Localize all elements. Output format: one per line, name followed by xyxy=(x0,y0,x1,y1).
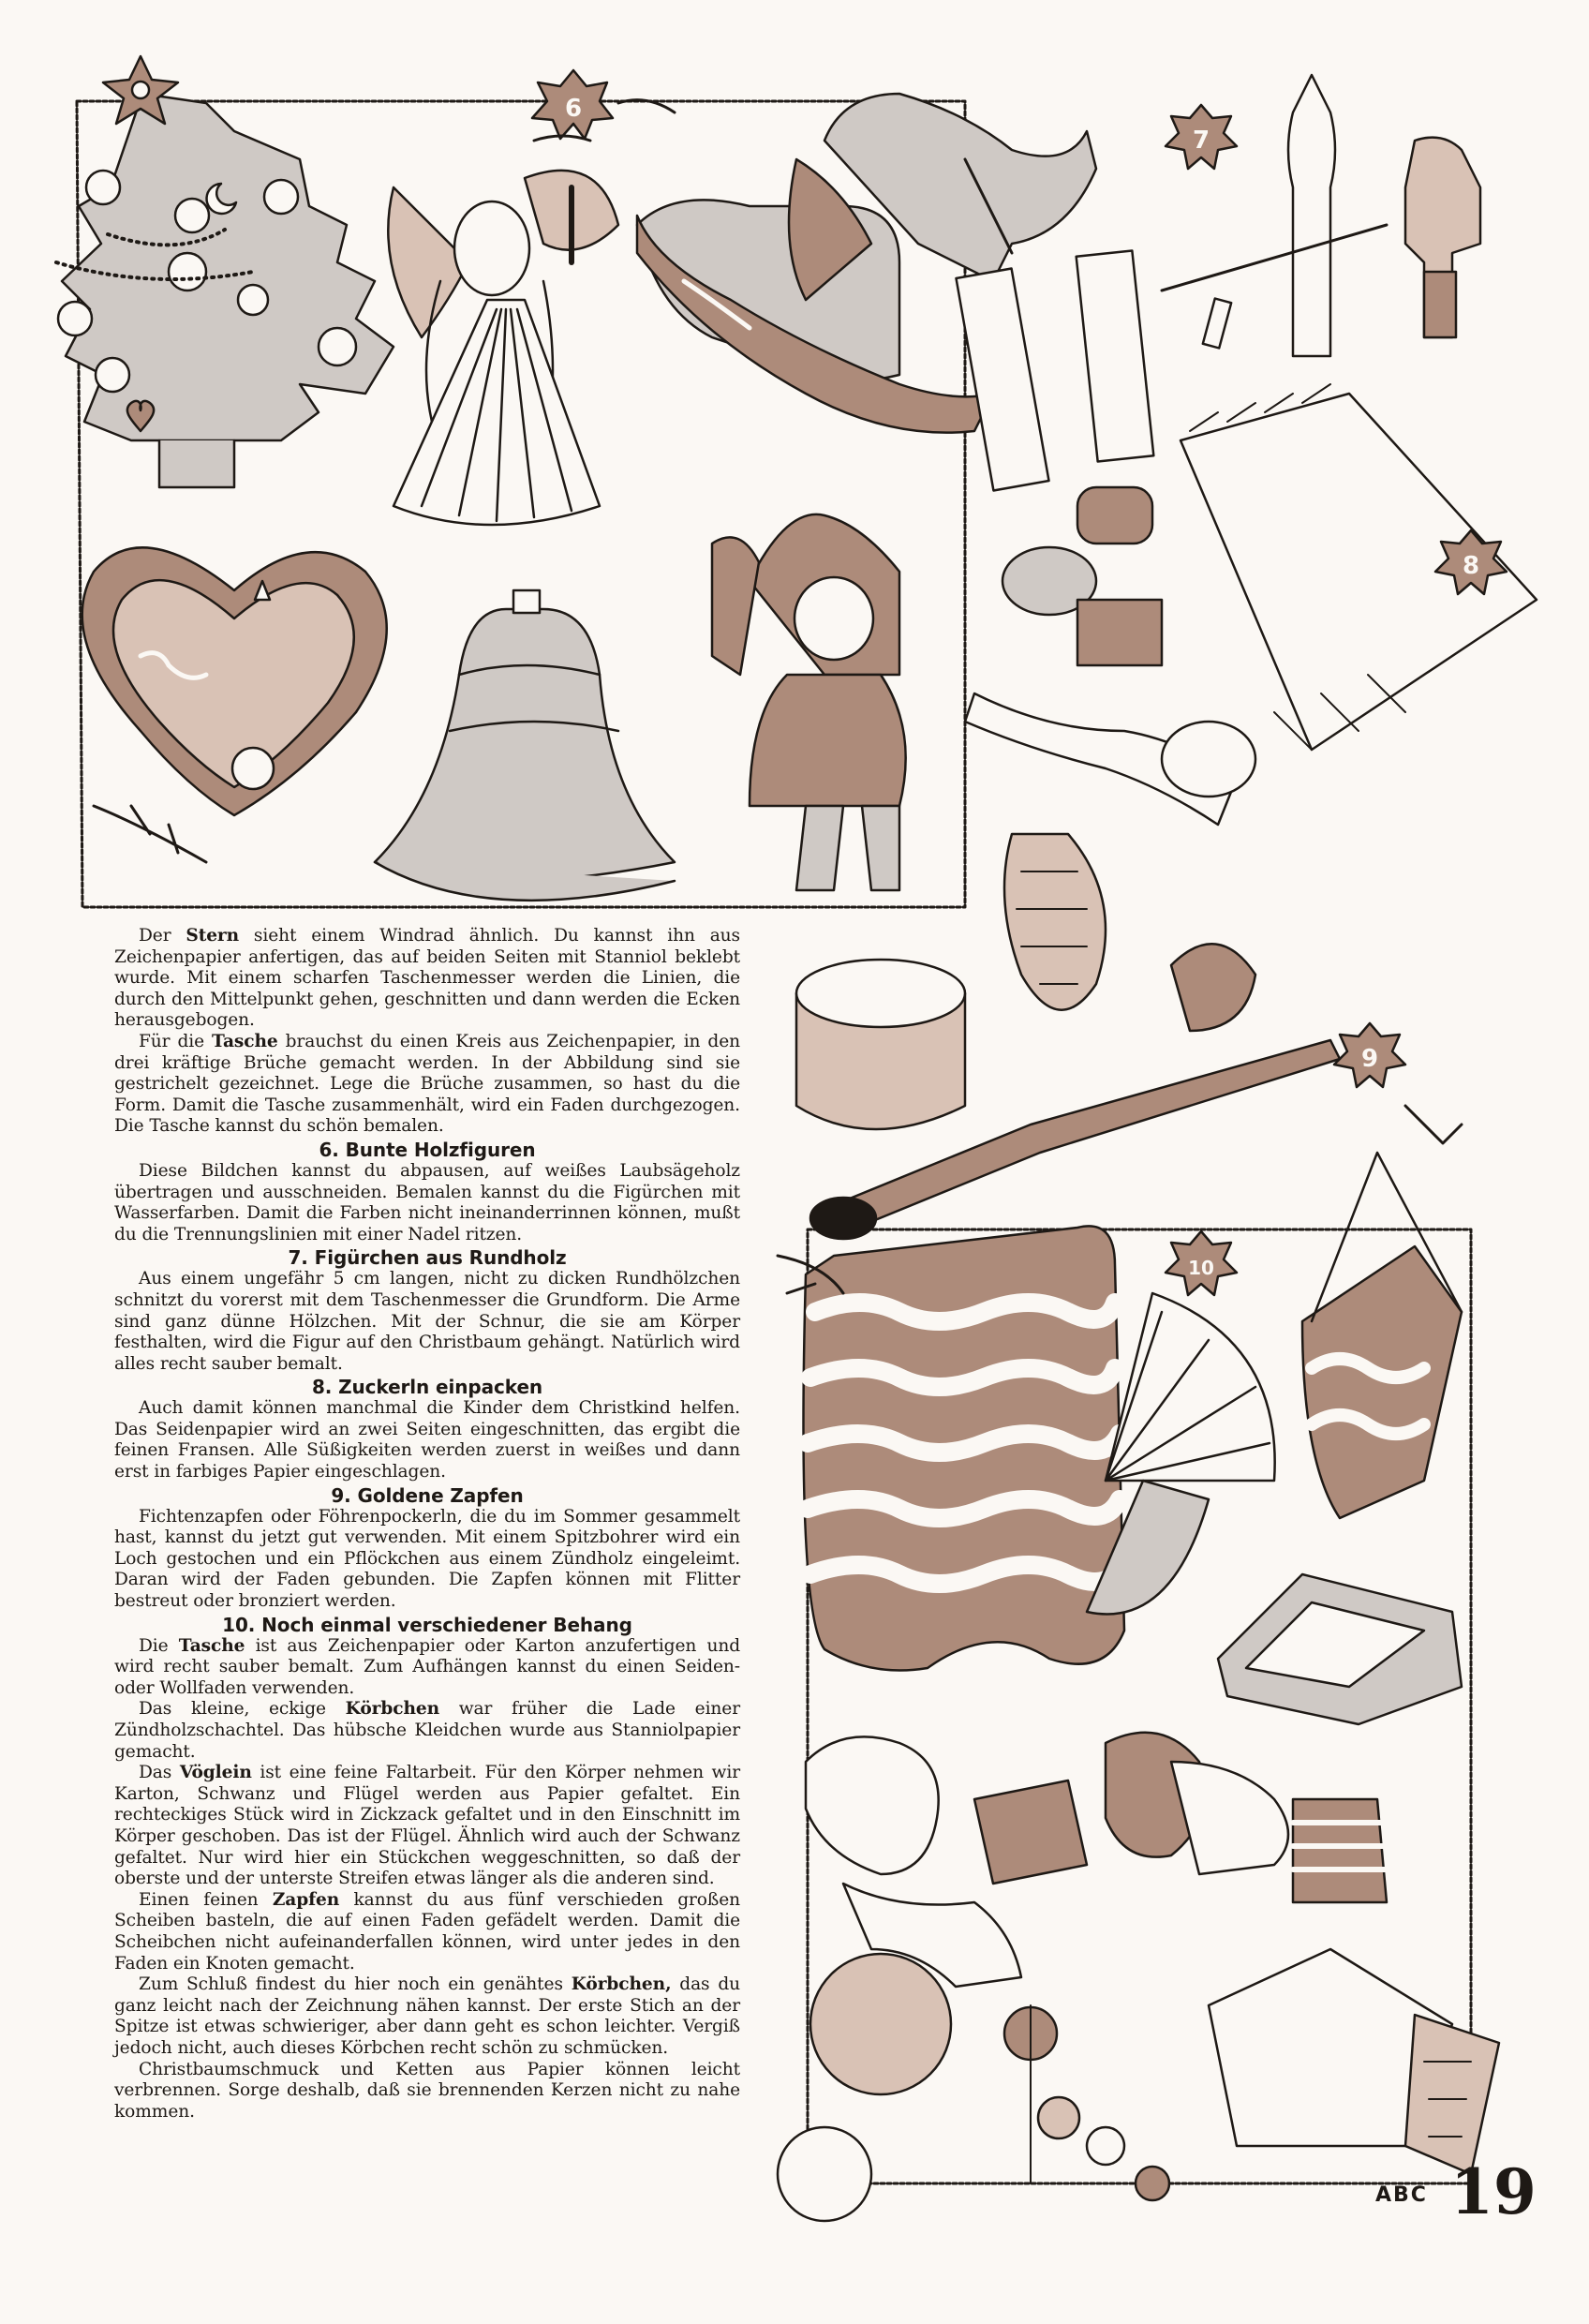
matchbox-basket-icon xyxy=(1218,1574,1462,1724)
keyword-voeglein: Vöglein xyxy=(179,1763,252,1783)
article-text xyxy=(114,926,740,2123)
heading-6: 6. Bunte Holzfiguren xyxy=(319,1138,536,1161)
heading-7: 7. Figürchen aus Rundholz xyxy=(288,1246,567,1270)
badge-number-6: 6 xyxy=(564,95,583,123)
gingerbread-heart-icon xyxy=(82,547,387,815)
section-10-warning: Christbaumschmuck und Ketten aus Papier können leicht verbrennen. Sorge deshalb, daß sie brennenden Kerzen nicht zu nahe kommen. xyxy=(114,2059,740,2122)
section-9-text: Fichtenzapfen oder Föhrenpockerln, die du im Sommer gesammelt hast, kannst du jetzt gut verwenden. Mit einem Spitzbohrer wird ein Loch gestochen und ein Pflöckchen aus einem Zündholz eingeleimt. Daran wird der Faden gebunden. Die Zapfen können mit Flitter bestreut oder bronziert werden. xyxy=(114,1506,740,1612)
section-10-bird: Das Vöglein ist eine feine Faltarbeit. Für den Körper nehmen wir Karton, Schwanz und Flügel werden aus Papier gefaltet. Ein rechteckiges Stück wird in Zickzack gefaltet und in den Einschnitt im Körper geschoben. Das ist der Flügel. Ähnlich wird auch der Schwanz gefaltet. Nur wird hier ein Stückchen weggeschnitten, so daß der oberste und der unterste Streifen etwas länger als die anderen sind. xyxy=(114,1763,741,1889)
sewn-basket-icon xyxy=(1209,1949,1499,2174)
paragraph-bag: Für die Tasche brauchst du einen Kreis aus Zeichenpapier, in den drei kräftige Brüche gemacht werden. In der Abbildung sind sie gestrichelt gezeichnet. Lege die Brüche zusammen, so hast du die Form. Damit die Tasche zusammenhält, wird ein Faden durchgezogen. Die Tasche kannst du schön bemalen. xyxy=(114,1031,740,1137)
keyword-koerbchen: Körbchen xyxy=(345,1699,440,1720)
paper-bag-icon xyxy=(804,1226,1125,1670)
keyword-tasche-2: Tasche xyxy=(178,1635,245,1656)
badge-6-icon xyxy=(532,70,675,141)
keyword-tasche: Tasche xyxy=(212,1031,278,1051)
keyword-koerbchen-2: Körbchen, xyxy=(571,1974,672,1995)
dwarf-icon xyxy=(712,514,906,890)
section-10-sewn-basket: Zum Schluß findest du hier noch ein genähtes Körbchen, das du ganz leicht nach der Zeichnung nähen kannst. Der erste Stich an der Spitze ist etwas schwieriger, aber dann geht es schon leichter. Vergiß jedoch nicht, auch dieses Körbchen recht schön zu schmücken. xyxy=(114,1974,741,2058)
candy-wrap-icon xyxy=(965,487,1255,825)
section-7-text: Aus einem ungefähr 5 cm langen, nicht zu dicken Rundhölzchen schnitzt du vorerst mit dem Taschenmesser die Grundform. Die Arme sind ganz dünne Hölzchen. Mit der Schnur, die sie am Körper festhalten, wird die Figur auf den Christbaum gehängt. Natürlich wird alles recht sauber bemalt. xyxy=(114,1269,740,1374)
badge-number-10: 10 xyxy=(1188,1257,1214,1279)
pine-cone-icon xyxy=(1004,834,1255,1031)
section-10-bag: Die Tasche ist aus Zeichenpapier oder Karton anzufertigen und wird recht sauber bemalt. Zum Aufhängen kannst du einen Seiden- oder Wollfaden verwenden. xyxy=(114,1635,740,1698)
heading-9: 9. Goldene Zapfen xyxy=(331,1483,524,1507)
badge-number-9: 9 xyxy=(1360,1045,1379,1073)
section-10-cone: Einen feinen Zapfen kannst du aus fünf verschieden großen Scheiben basteln, die auf einen Faden gefädelt werden. Damit die Scheibchen nicht aufeinanderfallen können, wird unter jedes in den Faden ein Knoten gemacht. xyxy=(114,1889,740,1974)
heading-8: 8. Zuckerln einpacken xyxy=(311,1376,543,1399)
cone-bag-icon xyxy=(1302,1153,1462,1518)
keyword-stern: Stern xyxy=(186,926,240,946)
disc-chain-icon xyxy=(778,1954,1169,2221)
glue-bowl-icon xyxy=(796,960,965,1129)
angel-icon xyxy=(388,171,618,525)
bell-icon xyxy=(375,590,675,901)
christmas-tree-icon xyxy=(56,56,394,487)
keyword-zapfen: Zapfen xyxy=(272,1889,340,1910)
badge-number-8: 8 xyxy=(1462,552,1480,580)
section-6-text: Diese Bildchen kannst du abpausen, auf weißes Laubsägeholz übertragen und ausschneiden. Bemalen kannst du die Figürchen mit Wasserfarben. Damit die Farben nicht ineinanderrinnen können, mußt du die Trennungslinien mit einer Nadel ritzen. xyxy=(114,1160,740,1244)
artist-signature: ABC xyxy=(1375,2183,1428,2207)
page-number: 19 xyxy=(1450,2155,1537,2228)
heading-10: 10. Noch einmal verschiedener Behang xyxy=(222,1613,632,1636)
badge-number-7: 7 xyxy=(1192,127,1210,155)
section-10-basket: Das kleine, eckige Körbchen war früher die Lade einer Zündholzschachtel. Das hübsche Kleidchen wurde aus Stanniolpapier gemacht. xyxy=(114,1699,740,1762)
section-8-text: Auch damit können manchmal die Kinder dem Christkind helfen. Das Seidenpapier wird an zwei Seiten eingeschnitten, das ergibt die feinen Fransen. Alle Süßigkeiten werden zuerst in weißes und dann erst in farbiges Papier eingeschlagen. xyxy=(114,1398,740,1482)
paper-bird-icon xyxy=(806,1733,1387,1987)
paragraph-star: Der Stern sieht einem Windrad ähnlich. Du kannst ihn aus Zeichenpapier anfertigen, das auf beiden Seiten mit Stanniol beklebt wurde. Mit einem scharfen Taschenmesser werden die Linien, die durch den Mittelpunkt gehen, geschnitten und dann werden die Ecken herausgebogen. xyxy=(114,926,741,1031)
